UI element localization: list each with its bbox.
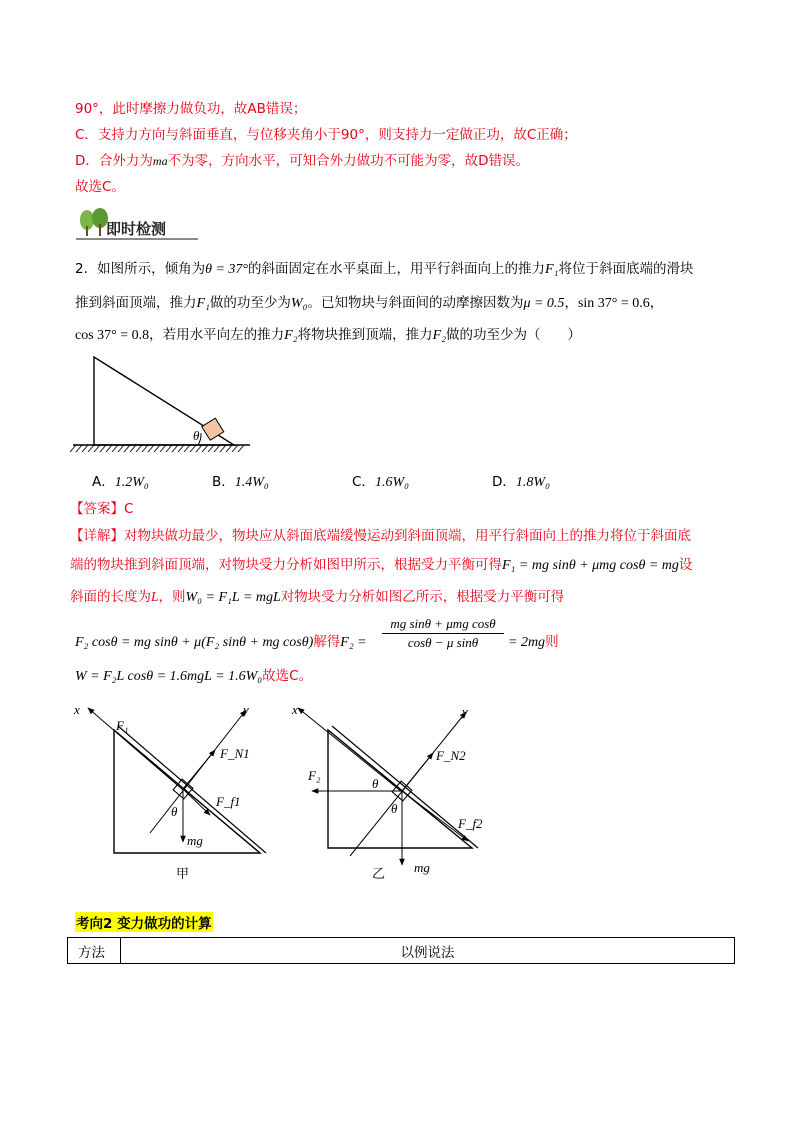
choice-c[interactable]: C．1.6W₀ [352, 474, 409, 490]
section-banner-title: 即时检测 [106, 220, 167, 238]
yi-ff2-label: F_f2 [458, 816, 483, 831]
hatch-mark [76, 445, 82, 452]
yi-x-label: x [292, 702, 298, 717]
hatch-mark [154, 445, 160, 452]
jia-ff1-label: F_f1 [216, 794, 241, 809]
hatch-mark [232, 445, 238, 452]
hatch-mark [196, 445, 202, 452]
jia-x-label: x [74, 702, 80, 717]
hatch-mark [100, 445, 106, 452]
jia-y-label: y [243, 702, 249, 717]
jia-caption: 甲 [176, 867, 190, 882]
yi-f2-label: F₂ [308, 768, 321, 783]
hatch-mark [172, 445, 178, 452]
force-diagram-yi [290, 700, 490, 885]
hatch-mark [124, 445, 130, 452]
answer-label: 【答案】C [70, 501, 134, 517]
hatch-mark [88, 445, 94, 452]
hatch-mark [160, 445, 166, 452]
question-line1: 2．如图所示，倾角为θ = 37°的斜面固定在水平桌面上，用平行斜面向上的推力F₁将位于斜面底端的滑块 [75, 261, 694, 277]
jia-f1-label: F₁ [116, 718, 129, 733]
hatch-mark [118, 445, 124, 452]
detail-line4-result: = 2mg则 [508, 634, 559, 650]
jia-mg-label: mg [187, 833, 203, 848]
yi-caption: 乙 [372, 867, 386, 882]
fraction-bar [382, 633, 504, 634]
force-diagram-jia [70, 700, 280, 885]
yi-y-label: y [462, 704, 468, 719]
detail-line3: 斜面的长度为L，则W₀ = F₁L = mgL对物块受力分析如图乙所示，根据受力平衡可得 [70, 589, 565, 605]
choice-d[interactable]: D．1.8W₀ [492, 474, 550, 490]
hatch-mark [238, 445, 244, 452]
prev-explanation-line4: 故选C。 [75, 179, 125, 195]
hatch-mark [148, 445, 154, 452]
choice-b[interactable]: B．1.4W₀ [212, 474, 269, 490]
detail-line5: W = F₂L cosθ = 1.6mgL = 1.6W₀故选C。 [75, 668, 313, 684]
prev-explanation-line1: 90°，此时摩擦力做负功，故AB错误； [75, 101, 307, 117]
detail-line1: 【详解】对物块做功最少，物块应从斜面底端缓慢运动到斜面顶端，用平行斜面向上的推力将位于斜面底 [70, 528, 691, 544]
hatch-mark [184, 445, 190, 452]
detail-line4: F₂ cosθ = mg sinθ + μ(F₂ sinθ + mg cosθ)解得F₂ = [75, 634, 367, 650]
incline-figure [70, 355, 260, 455]
hatch-mark [112, 445, 118, 452]
hatch-mark [94, 445, 100, 452]
detail-line2: 端的物块推到斜面顶端，对物块受力分析如图甲所示，根据受力平衡可得F₁ = mg sinθ + μmg cosθ = mg设 [70, 557, 693, 573]
question-line2: 推到斜面顶端，推力F₁做的功至少为W₀。已知物块与斜面间的动摩擦因数为μ = 0.5，sin 37° = 0.6， [75, 295, 664, 311]
hatch-mark [130, 445, 136, 452]
choice-a[interactable]: A．1.2W₀ [92, 474, 149, 490]
fraction-f2: mg sinθ + μmg cosθ cosθ − μ sinθ [382, 616, 504, 651]
prev-explanation-line3: D．合外力为ma不为零，方向水平，可知合外力做功不可能为零，故D错误。 [75, 153, 529, 169]
table-header-method: 方法 [68, 938, 121, 964]
section-heading-2: 考向2 变力做功的计算 [75, 912, 213, 932]
incline-angle-label: θ [193, 428, 200, 443]
hatch-mark [202, 445, 208, 452]
yi-mg-label: mg [414, 860, 430, 875]
hatch-mark [142, 445, 148, 452]
jia-theta-label: θ [171, 804, 178, 819]
method-table [67, 937, 735, 964]
hatch-mark [166, 445, 172, 452]
hatch-mark [178, 445, 184, 452]
hatch-mark [106, 445, 112, 452]
question-line3: cos 37° = 0.8，若用水平向左的推力F₂将物块推到顶端，推力F₂做的功至少为（ ） [75, 327, 581, 343]
prev-explanation-line2: C．支持力方向与斜面垂直，与位移夹角小于90°，则支持力一定做正功，故C正确； [75, 127, 577, 143]
hatch-mark [136, 445, 142, 452]
table-row [68, 938, 735, 964]
hatch-mark [190, 445, 196, 452]
hatch-mark [220, 445, 226, 452]
yi-theta2-label: θ [391, 801, 398, 816]
hatch-mark [214, 445, 220, 452]
jia-fn1-label: F_N1 [220, 746, 250, 761]
table-header-example: 以例说法 [121, 938, 735, 964]
hatch-mark [82, 445, 88, 452]
hatch-mark [70, 445, 76, 452]
yi-fn2-label: F_N2 [436, 748, 466, 763]
yi-theta1-label: θ [372, 776, 379, 791]
hatch-mark [208, 445, 214, 452]
hatch-mark [226, 445, 232, 452]
section-banner-rule [76, 238, 198, 240]
